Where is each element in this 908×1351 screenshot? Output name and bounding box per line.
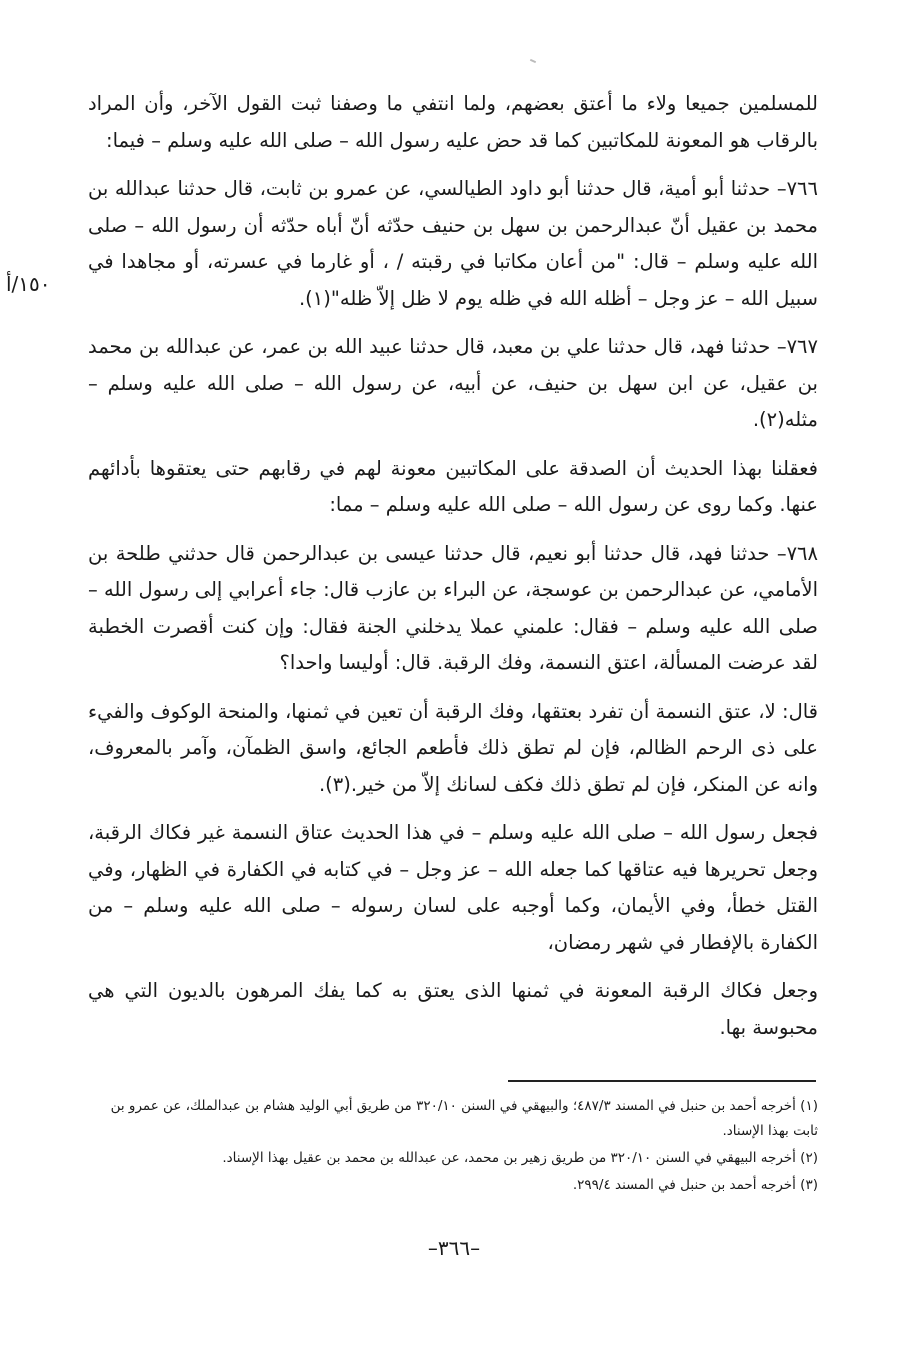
footnote-divider [508, 1080, 816, 1082]
scan-speck [530, 59, 536, 63]
paragraph-commentary-3: وجعل فكاك الرقبة المعونة في ثمنها الذى يعتق به كما يفك المرهون بالديون التي هي محبوسة بها. [88, 979, 818, 1039]
page-number: –٣٦٦– [427, 1236, 481, 1260]
paragraph-hadith-768-continued: قال: لا، عتق النسمة أن تفرد بعتقها، وفك الرقبة أن تعين في ثمنها، والمنحة الوكوف والفيء على ذى الرحم الظالم، فإن لم تطق ذلك فأطعم الجائع، واسق الظمآن، وآمر بالمعروف، وانه عن المنكر، فإن لم تطق ذلك فكف لسانك إلاّ من خير.(٣). [88, 699, 818, 796]
footnote-1: (١) أخرجه أحمد بن حنبل في المسند ٤٨٧/٣؛ والبيهقي في السنن ٣٢٠/١٠ من طريق أبي الوليد هشام بن عبدالملك، عن عمرو بن ثابت بهذا الإسناد. [110, 1098, 818, 1139]
footnote-2: (٢) أخرجه البيهقي في السنن ٣٢٠/١٠ من طريق زهير بن محمد، عن عبدالله بن محمد بن عقيل بهذا الإسناد. [222, 1150, 818, 1166]
main-text [88, 86, 818, 1058]
manuscript-folio-marker: ١٥٠/أ [6, 272, 51, 296]
hadith-766: ٧٦٦– حدثنا أبو أمية، قال حدثنا أبو داود الطيالسي، عن عمرو بن ثابت، قال حدثنا عبدالله بن محمد بن عقيل أنّ عبدالرحمن بن سهل بن حنيف حدّثه أنّ أباه حدّثه أن رسول الله – صلى الله عليه وسلم – قال: "من أعان مكاتبا في رقبته / ، أو غارما في عسرته، أو مجاهدا في سبيل الله – عز وجل – أظله الله في ظله يوم لا ظل إلاّ ظله"(١). [88, 177, 818, 310]
paragraph-commentary-1: فعقلنا بهذا الحديث أن الصدقة على المكاتبين معونة لهم في رقابهم حتى يعتقوها بأدائهم عنها. وكما روى عن رسول الله – صلى الله عليه وسلم – مما: [88, 456, 818, 516]
hadith-767: ٧٦٧– حدثنا فهد، قال حدثنا علي بن معبد، قال حدثنا عبيد الله بن عمر، عن عبدالله بن محمد بن عقيل، عن ابن سهل بن حنيف، عن أبيه، عن رسول الله – صلى الله عليه وسلم – مثله(٢). [88, 335, 818, 431]
paragraph-intro: للمسلمين جميعا ولاء ما أعتق بعضهم، ولما انتفي ما وصفنا ثبت القول الآخر، وأن المراد بالرقاب هو المعونة للمكاتبين كما قد حض عليه رسول الله – صلى الله عليه وسلم – فيما: [88, 92, 818, 152]
footnotes [88, 1094, 818, 1200]
hadith-768: ٧٦٨– حدثنا فهد، قال حدثنا أبو نعيم، قال حدثنا عيسى بن عبدالرحمن قال حدثني طلحة بن الأمامي، عن عبدالرحمن بن عوسجة، عن البراء بن عازب قال: جاء أعرابي إلى رسول الله – صلى الله عليه وسلم – فقال: علمني عملا يدخلني الجنة فقال: وإن كنت أقصرت الخطبة لقد عرضت المسألة، اعتق النسمة، وفك الرقبة. قال: أوليسا واحدا؟ [88, 541, 818, 674]
footnote-3: (٣) أخرجه أحمد بن حنبل في المسند ٢٩٩/٤. [572, 1177, 818, 1193]
paragraph-commentary-2: فجعل رسول الله – صلى الله عليه وسلم – في هذا الحديث عتاق النسمة غير فكاك الرقبة، وجعل تحريرها فيه عتاقها كما جعله الله – عز وجل – في كتابه في الكفارة في الظهار، وفي القتل خطأ، وفي الأيمان، وكما أوجبه على لسان رسوله – صلى الله عليه وسلم – من الكفارة بالإفطار في شهر رمضان، [88, 821, 818, 954]
